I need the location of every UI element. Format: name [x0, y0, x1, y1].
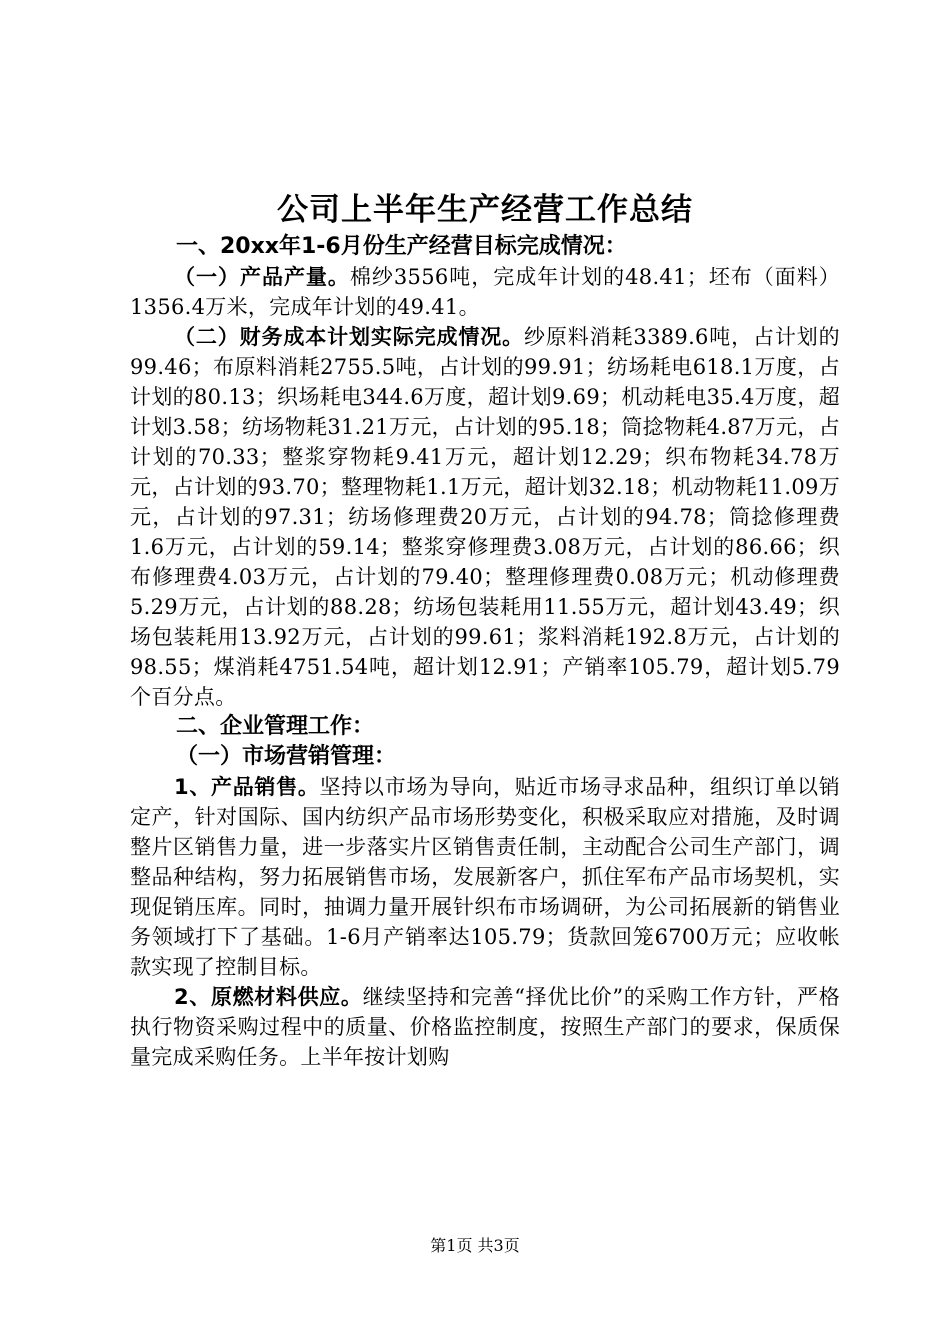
- section-2-subheading: （一）市场营销管理：: [176, 744, 397, 769]
- section-1-paragraph-1: [130, 262, 840, 322]
- section-2-heading: 二、企业管理工作：: [176, 714, 375, 739]
- document-title: 公司上半年生产经营工作总结: [277, 192, 693, 228]
- paragraph-lead: 2、原燃材料供应。: [174, 985, 363, 1009]
- section-2-paragraph-1: [130, 772, 840, 982]
- paragraph-text: 坚持以市场为导向，贴近市场寻求品种，组织订单以销定产，针对国际、国内纺织产品市场形势变化，积极采取应对措施，及时调整片区销售力量，进一步落实片区销售责任制，主动配合公司生产部门，调整品种结构，努力拓展销售市场，发展新客户，抓住军布产品市场契机，实现促销压库。同时，抽调力量开展针织布市场调研，为公司拓展新的销售业务领域打下了基础。1-6月产销率达105.79；货款回笼6700万元；应收帐款实现了控制目标。: [130, 775, 840, 979]
- paragraph-text: 纱原料消耗3389.6吨，占计划的99.46；布原料消耗2755.5吨，占计划的99.91；纺场耗电618.1万度，占计划的80.13；织场耗电344.6万度，超计划9.69；机动耗电35.4万度，超计划3.58；纺场物耗31.21万元，占计划的95.18；筒捻物耗4.87万元，占计划的70.33；整浆穿物耗9.41万元，超计划12.29；织布物耗34.78万元，占计划的93.70；整理物耗1.1万元，超计划32.18；机动物耗11.09万元，占计划的97.31；纺场修理费20万元，占计划的94.78；筒捻修理费1.6万元，占计划的59.14；整浆穿修理费3.08万元，占计划的86.66；织布修理费4.03万元，占计划的79.40；整理修理费0.08万元；机动修理费5.29万元，占计划的88.28；纺场包装耗用11.55万元，超计划43.49；织场包装耗用13.92万元，占计划的99.61；浆料消耗192.8万元，占计划的98.55；煤消耗4751.54吨，超计划12.91；产销率105.79，超计划5.79个百分点。: [130, 325, 840, 709]
- section-1-heading: 一、20xx年1-6月份生产经营目标完成情况：: [176, 234, 627, 259]
- paragraph-text: 棉纱3556吨，完成年计划的48.41；坯布（面料）1356.4万米，完成年计划的49.41。: [130, 265, 840, 319]
- page-footer: 第1页 共3页: [430, 1236, 520, 1255]
- section-1-paragraph-2: [130, 322, 840, 712]
- paragraph-text: 继续坚持和完善“择优比价”的采购工作方针，严格执行物资采购过程中的质量、价格监控制度，按照生产部门的要求，保质保量完成采购任务。上半年按计划购: [130, 985, 841, 1069]
- paragraph-lead: 1、产品销售。: [174, 775, 320, 799]
- section-2-paragraph-2: [130, 982, 840, 1072]
- paragraph-lead: （一）产品产量。: [174, 265, 350, 289]
- document-page: [130, 188, 840, 1072]
- paragraph-lead: （二）财务成本计划实际完成情况。: [174, 325, 525, 349]
